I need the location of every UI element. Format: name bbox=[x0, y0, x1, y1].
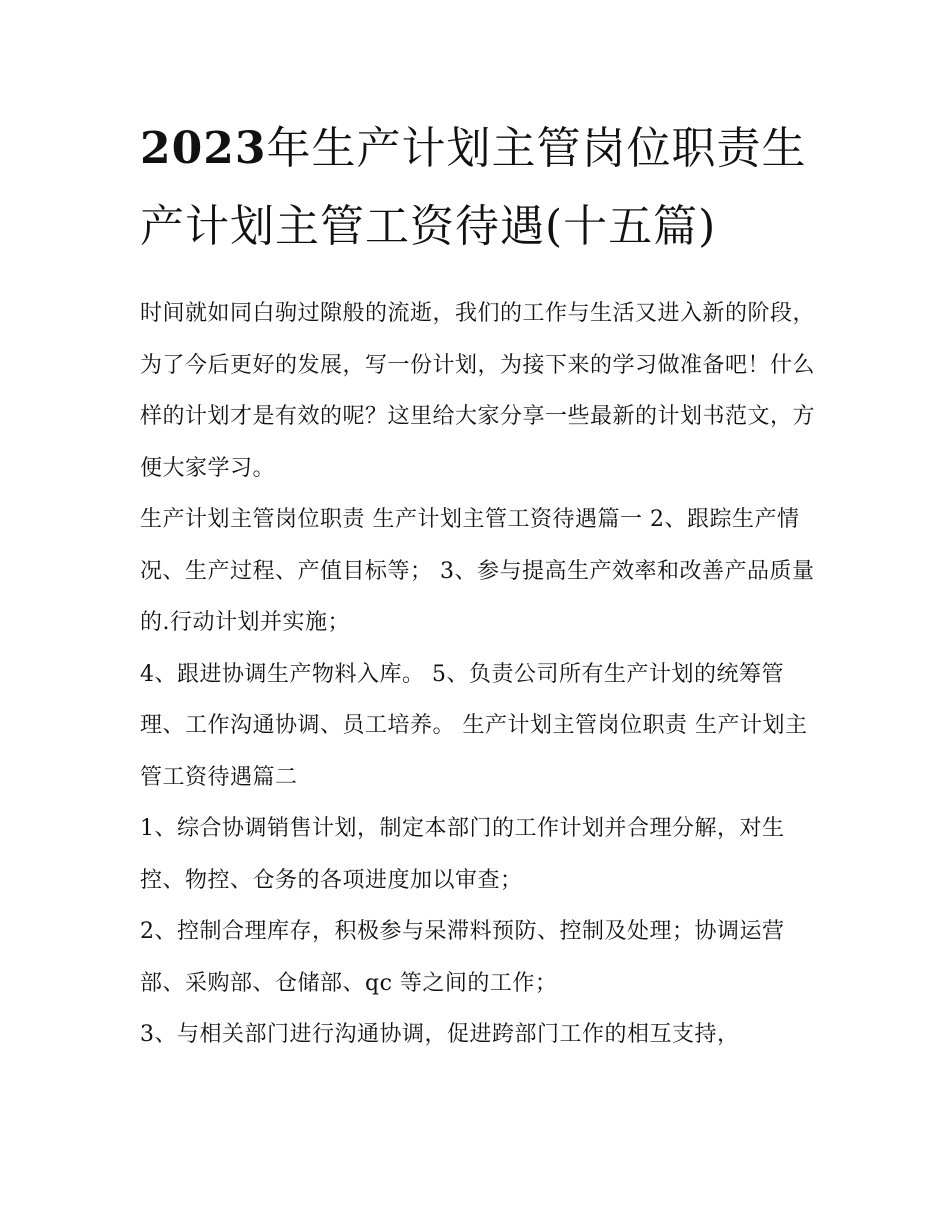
section-one-continued-paragraph: 4、跟进协调生产物料入库。 5、负责公司所有生产计划的统筹管理、工作沟通协调、员工培养。 生产计划主管岗位职责 生产计划主管工资待遇篇二 bbox=[140, 661, 808, 790]
document-page bbox=[140, 110, 815, 1061]
document-title bbox=[140, 110, 815, 266]
intro-paragraph: 时间就如同白驹过隙般的流逝，我们的工作与生活又进入新的阶段，为了今后更好的发展，写一份计划，为接下来的学习做准备吧！什么样的计划才是有效的呢？这里给大家分享一些最新的计划书范文，方便大家学习。 bbox=[140, 301, 816, 481]
section-two-item-2: 2、控制合理库存，积极参与呆滞料预防、控制及处理；协调运营部、采购部、仓储部、qc 等之间的工作； bbox=[140, 919, 785, 996]
title-year: 2023 bbox=[140, 123, 267, 174]
title-text: 年生产计划主管岗位职责生产计划主管工资待遇(十五篇) bbox=[140, 123, 807, 252]
section-one-paragraph: 生产计划主管岗位职责 生产计划主管工资待遇篇一 2、跟踪生产情况、生产过程、产值目标等； 3、参与提高生产效率和改善产品质量的.行动计划并实施； bbox=[140, 507, 815, 635]
section-two-item-3: 3、与相关部门进行沟通协调，促进跨部门工作的相互支持， bbox=[140, 1022, 740, 1047]
section-two-item-1: 1、综合协调销售计划，制定本部门的工作计划并合理分解，对生控、物控、仓务的各项进度加以审查； bbox=[140, 816, 785, 893]
